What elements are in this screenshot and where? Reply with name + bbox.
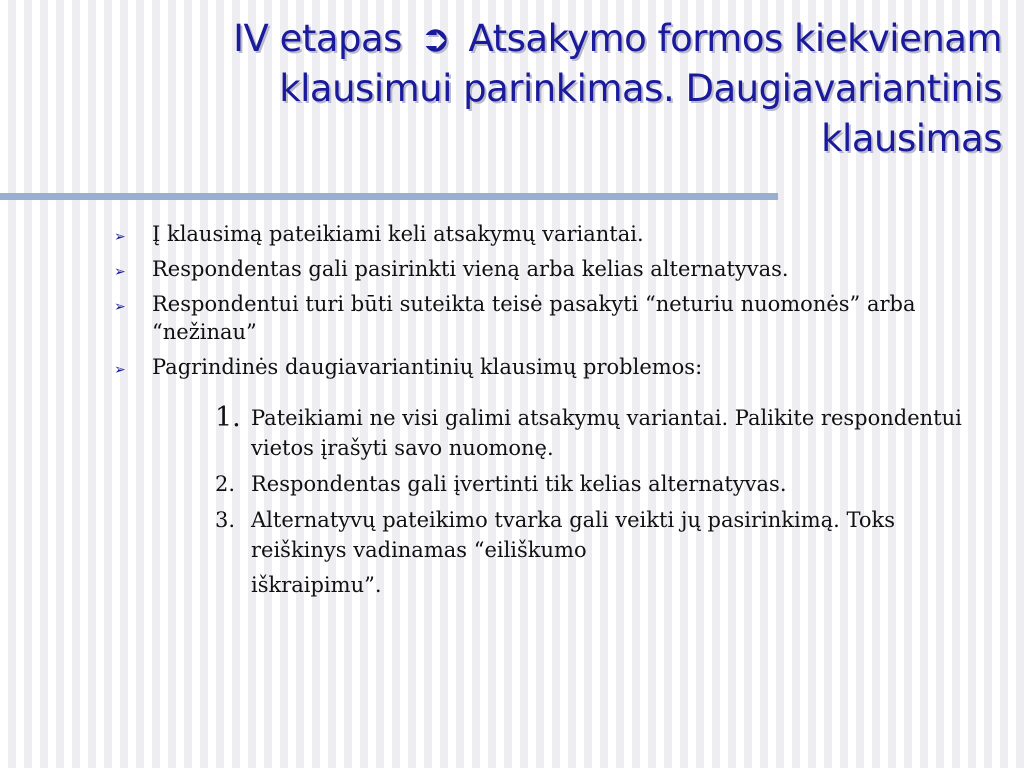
- problem-text: Respondentas gali įvertinti tik kelias alternatyvas.: [251, 472, 787, 496]
- bullet-text: Pagrindinės daugiavariantinių klausimų problemos:: [152, 355, 703, 379]
- bullet-text: Respondentas gali pasirinkti vieną arba kelias alternatyvas.: [152, 257, 789, 281]
- bullet-text: Į klausimą pateikiami keli atsakymų variantai.: [152, 222, 644, 246]
- problem-number: 1.: [215, 402, 241, 433]
- problem-item: [215, 403, 995, 463]
- bullet-item: [112, 290, 1002, 346]
- bullet-item: [112, 353, 1002, 381]
- title-line-1: [42, 14, 1002, 64]
- problem-item: [215, 505, 995, 605]
- arrowhead-bullet-icon: ➢: [114, 362, 126, 378]
- title-line-2: klausimui parinkimas. Daugiavariantinis: [279, 67, 1002, 110]
- title-divider: [0, 193, 778, 200]
- bullet-text: Respondentui turi būti suteikta teisė pasakyti “neturiu nuomonės” arba “nežinau”: [152, 292, 916, 344]
- bullet-item: [112, 255, 1002, 283]
- problem-number: 2.: [215, 472, 236, 496]
- problem-text: Pateikiami ne visi galimi atsakymų variantai. Palikite respondentui vietos įrašyti savo nuomonę.: [251, 406, 962, 460]
- arrowhead-bullet-icon: ➢: [114, 299, 126, 315]
- arrowhead-bullet-icon: ➢: [114, 264, 126, 280]
- title-line-3: klausimas: [821, 117, 1002, 160]
- arrowhead-bullet-icon: ➢: [114, 229, 126, 245]
- problem-number: 3.: [215, 508, 236, 532]
- problem-item: [215, 469, 995, 499]
- slide-title: [42, 14, 1002, 164]
- problems-list: [215, 403, 995, 611]
- problem-text-main: Alternatyvų pateikimo tvarka gali veikti jų pasirinkimą. Toks reiškinys vadinamas “eiliškumo: [251, 508, 896, 562]
- bullet-list: [112, 220, 1002, 388]
- problem-text-tail: iškraipimu”.: [251, 573, 382, 597]
- arrow-right-icon: ➲: [419, 17, 451, 60]
- problem-text: [251, 508, 995, 605]
- title-stage: IV etapas: [233, 17, 402, 60]
- bullet-item: [112, 220, 1002, 248]
- title-heading-start: Atsakymo formos kiekvienam: [468, 17, 1002, 60]
